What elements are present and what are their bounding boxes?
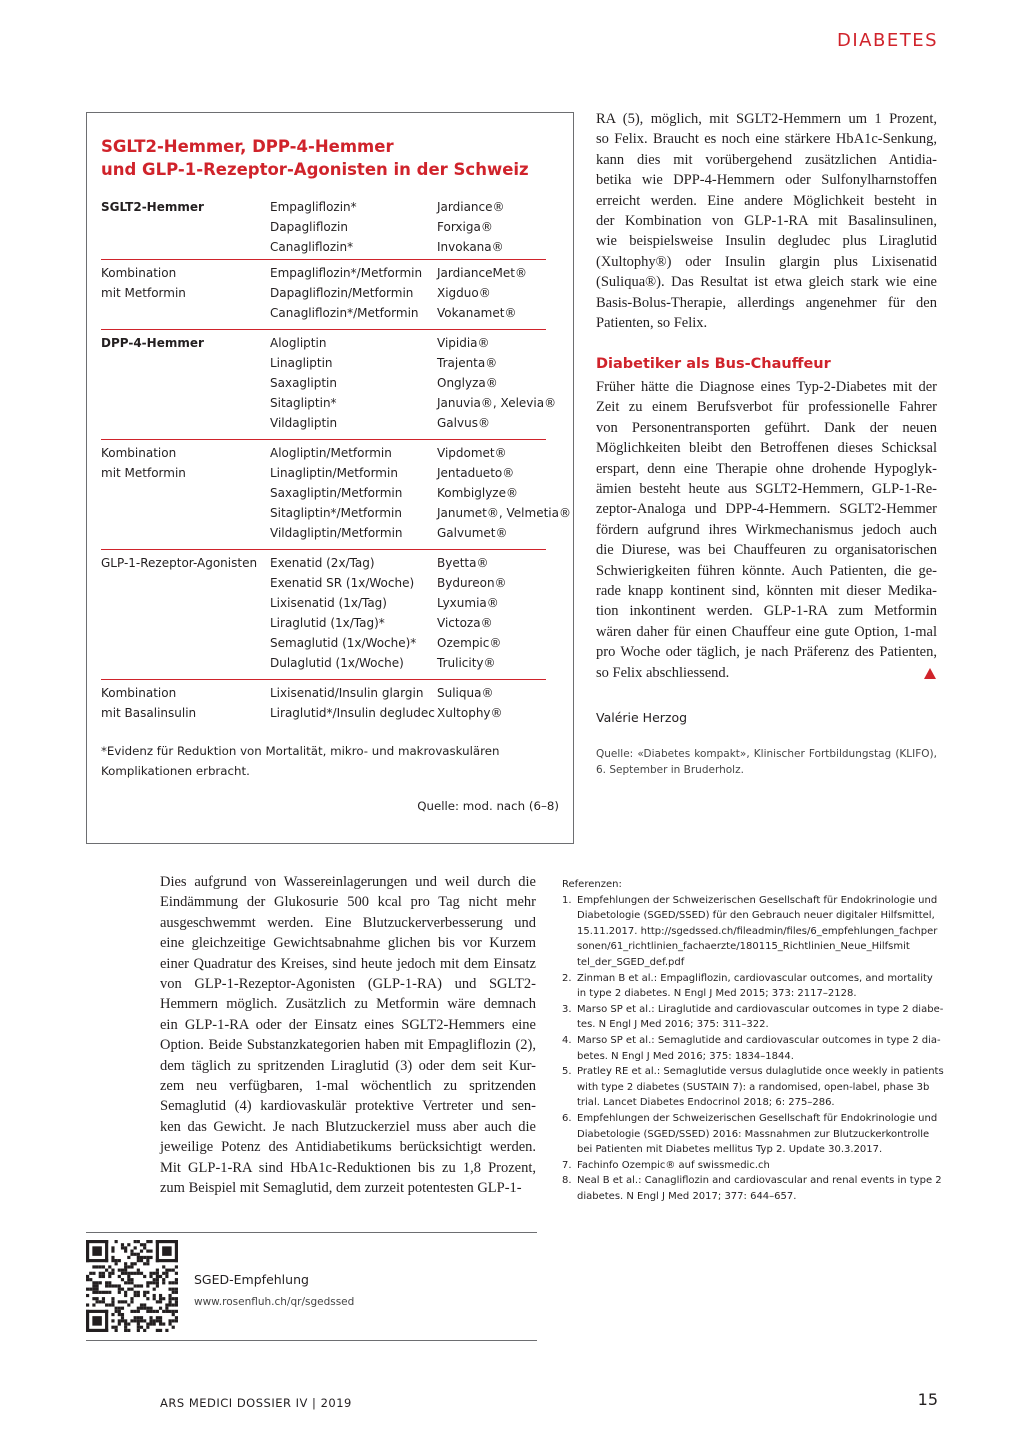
drug-brand: Kombiglyze®	[437, 486, 518, 500]
drug-brand: Victoza®	[437, 616, 493, 630]
reference-text-line: Zinman B et al.: Empagliflozin, cardiovascular outcomes, and mortality	[577, 972, 933, 984]
table-separator	[101, 549, 546, 550]
drug-substance: Linagliptin	[270, 356, 333, 370]
text-line: so Felix. Braucht es noch eine stärkere HbA1c-Senkung,	[596, 131, 937, 148]
drug-brand: Trajenta®	[437, 356, 498, 370]
drug-substance: Semaglutid (1x/Woche)*	[270, 636, 417, 650]
drug-category: GLP-1-Rezeptor-Agonisten	[101, 556, 258, 570]
table-row	[101, 653, 561, 673]
text-line: ämien besteht heute aus SGLT2-Hemmern, GLP-1-Re-	[596, 481, 937, 498]
footer-journal: ARS MEDICI DOSSIER IV | 2019	[160, 1396, 352, 1410]
text-line: Dies aufgrund von Wassereinlagerungen und weil durch die	[160, 874, 536, 890]
drug-category: Kombination	[101, 446, 177, 460]
table-row	[101, 393, 561, 413]
drug-substance: Dapagliflozin	[270, 220, 348, 234]
table-title-line: SGLT2-Hemmer, DPP-4-Hemmer	[101, 137, 394, 156]
reference-text-line: tel_der_SGED_def.pdf	[577, 956, 685, 968]
qr-top-rule	[86, 1232, 537, 1233]
drug-substance: Exenatid (2x/Tag)	[270, 556, 375, 570]
table-row	[101, 373, 561, 393]
table-row	[101, 353, 561, 373]
qr-title: SGED-Empfehlung	[194, 1272, 309, 1287]
reference-item	[562, 1033, 941, 1064]
drug-brand: Onglyza®	[437, 376, 498, 390]
drug-category: DPP-4-Hemmer	[101, 336, 204, 350]
table-row	[101, 573, 561, 593]
article-left-column	[160, 872, 536, 1199]
drug-substance: Alogliptin/Metformin	[270, 446, 392, 460]
reference-item	[562, 1111, 938, 1158]
table-row	[101, 463, 561, 483]
drug-brand: Januvia®, Xelevia®	[437, 396, 557, 410]
table-title-line: und GLP-1-Rezeptor-Agonisten in der Schweiz	[101, 160, 529, 179]
drug-brand: Janumet®, Velmetia®	[437, 506, 571, 520]
text-line: ausgeschwemmt werden. Eine Blutzuckerverbesserung und	[160, 914, 536, 931]
article-right-column-para2	[596, 377, 937, 683]
reference-item	[562, 893, 938, 971]
text-line: pro Woche oder täglich, je nach Präferenz des Patienten,	[596, 644, 937, 661]
drug-substance: Dapagliflozin/Metformin	[270, 286, 414, 300]
table-row	[101, 553, 561, 573]
drug-brand: JardianceMet®	[437, 266, 527, 280]
table-row	[101, 633, 561, 653]
table-footnote	[101, 741, 561, 781]
source-note-line: Quelle: «Diabetes kompakt», Klinischer Fortbildungstag (KLIFO),	[596, 748, 937, 760]
text-line: fördern aufgrund ihres Wirkmechanismus jedoch auch	[596, 521, 937, 538]
text-line: Basis-Bolus-Therapie, allerdings angenehmer für den	[596, 294, 937, 311]
text-line: Zeit zu einem Berufsverbot für professionelle Fahrer	[596, 399, 937, 416]
reference-text-line: 15.11.2017. http://sgedssed.ch/fileadmin/files/6_empfehlungen_fachper	[577, 925, 938, 937]
reference-text-line: Marso SP et al.: Semaglutide and cardiovascular outcomes in type 2 dia-	[577, 1034, 941, 1046]
drug-substance: Empagliflozin*	[270, 200, 357, 214]
table-row	[101, 303, 561, 323]
reference-text-line: in type 2 diabetes. N Engl J Med 2015; 373: 2117–2128.	[577, 988, 857, 1000]
qr-code-icon[interactable]	[86, 1240, 178, 1332]
reference-text-line: betes. N Engl J Med 2016; 375: 1834–1844.	[577, 1050, 794, 1062]
drug-substance: Canagliflozin*/Metformin	[270, 306, 419, 320]
drug-brand: Lyxumia®	[437, 596, 499, 610]
table-title	[101, 135, 561, 181]
text-line: eine gleichzeitige Gewichtsabnahme glichen bis vor Kurzem	[160, 935, 536, 952]
reference-number: 3.	[562, 1003, 572, 1015]
drug-category: SGLT2-Hemmer	[101, 200, 204, 214]
table-row	[101, 503, 571, 523]
table-row	[101, 217, 561, 237]
reference-item	[562, 1173, 942, 1204]
reference-text-line: bei Patienten mit Diabetes mellitus Typ 2. Update 30.3.2017.	[577, 1144, 883, 1156]
table-separator	[101, 679, 546, 680]
text-line: die Diurese, was bei Chauffeuren zu organisatorischen	[596, 542, 937, 559]
table-row	[101, 283, 561, 303]
text-line: kann dies mit vorübergehend zusätzlichen Antidia-	[596, 151, 937, 168]
table-row	[101, 613, 561, 633]
section-label: DIABETES	[837, 30, 938, 51]
drug-substance: Liraglutid (1x/Tag)*	[270, 616, 385, 630]
table-separator	[101, 329, 546, 330]
text-line: Schwierigkeiten führen könnte. Auch Patienten, die ge-	[596, 562, 937, 579]
reference-number: 6.	[562, 1112, 572, 1124]
drug-substance: Vildagliptin	[270, 416, 338, 430]
text-line: erspart, denn eine Therapie ohne drohende Hypoglyk-	[596, 460, 937, 477]
drug-substance: Linagliptin/Metformin	[270, 466, 398, 480]
text-line: einer Quadratur des Kreises, sind heute jedoch mit dem Einsatz	[160, 955, 536, 972]
drug-brand: Vipdomet®	[437, 446, 507, 460]
table-row	[101, 703, 561, 723]
text-line: rade knapp kontinent sind, könnten mit dieser Medika-	[596, 583, 937, 600]
drug-category: mit Metformin	[101, 466, 186, 480]
table-row	[101, 443, 561, 463]
drug-brand: Invokana®	[437, 240, 504, 254]
table-row	[101, 593, 561, 613]
text-line: betika wie DPP-4-Hemmern oder Sulfonylharnstoffen	[596, 172, 937, 189]
drug-category: mit Metformin	[101, 286, 186, 300]
table-row	[101, 263, 561, 283]
drug-brand: Byetta®	[437, 556, 489, 570]
footnote-line: *Evidenz für Reduktion von Mortalität, mikro- und makrovaskulären	[101, 744, 500, 758]
text-line: dem täglich zu spritzenden Liraglutid (3) oder dem seit Kur-	[160, 1057, 536, 1074]
reference-text-line: Diabetologie (SGED/SSED) für den Gebrauch neuer digitaler Hilfsmittel,	[577, 910, 935, 922]
drug-brand: Bydureon®	[437, 576, 507, 590]
drug-brand: Vokanamet®	[437, 306, 517, 320]
drug-brand: Xultophy®	[437, 706, 503, 720]
article-source-note	[596, 746, 937, 778]
drug-substance: Sitagliptin*/Metformin	[270, 506, 402, 520]
drug-brand: Forxiga®	[437, 220, 493, 234]
text-line: zem neu verfügbaren, 1-mal wöchentlich zu spritzenden	[160, 1078, 536, 1095]
drug-substance: Lixisenatid/Insulin glargin	[270, 686, 424, 700]
text-line: wie beispielsweise Insulin degludec plus Liraglutid	[596, 233, 937, 250]
text-line: Patienten, so Felix.	[596, 315, 708, 332]
footnote-line: Komplikationen erbracht.	[101, 764, 250, 778]
table-row	[101, 523, 561, 543]
reference-text-line: Diabetologie (SGED/SSED) 2016: Massnahmen zur Blutzuckerkontrolle	[577, 1128, 930, 1140]
drug-substance: Dulaglutid (1x/Woche)	[270, 656, 404, 670]
drug-brand: Ozempic®	[437, 636, 502, 650]
table-separator	[101, 259, 546, 260]
drug-substance: Empagliflozin*/Metformin	[270, 266, 423, 280]
text-line: wären daher für einen Chauffeur eine gute Option, 1-mal	[596, 623, 937, 640]
reference-text-line: Fachinfo Ozempic® auf swissmedic.ch	[577, 1159, 770, 1171]
text-line: erreicht werden. Eine andere Möglichkeit besteht in	[596, 192, 937, 209]
qr-bottom-rule	[86, 1340, 537, 1341]
references-list	[562, 877, 944, 1204]
reference-text-line: Empfehlungen der Schweizerischen Gesellschaft für Endokrinologie und	[577, 1112, 938, 1124]
drug-brand: Trulicity®	[437, 656, 496, 670]
drug-brand: Galvus®	[437, 416, 490, 430]
text-line: tion inkontinent werden. GLP-1-RA zum Metformin	[596, 603, 937, 620]
drug-substance: Saxagliptin	[270, 376, 337, 390]
drug-substance: Vildagliptin/Metformin	[270, 526, 403, 540]
text-line: Möglichkeiten bleibt den Betroffenen dieses Schicksal	[596, 440, 937, 457]
qr-url-link[interactable]: www.rosenfluh.ch/qr/sgedssed	[194, 1296, 355, 1308]
drug-brand: Xigduo®	[437, 286, 491, 300]
reference-number: 7.	[562, 1159, 572, 1171]
drug-brand: Jentadueto®	[437, 466, 515, 480]
text-line: (Suliqua®). Das Resultat ist etwa gleich stark wie eine	[596, 274, 937, 291]
table-row	[101, 683, 561, 703]
text-line: RA (5), möglich, mit SGLT2-Hemmern um 1 Prozent,	[596, 111, 937, 127]
drug-brand: Jardiance®	[437, 200, 505, 214]
reference-number: 2.	[562, 972, 572, 984]
end-of-article-triangle-icon	[924, 668, 936, 679]
reference-number: 5.	[562, 1066, 572, 1078]
text-line: (Xultophy®) oder Insulin glargin plus Lixisenatid	[596, 253, 937, 270]
text-line: ken das Gewicht. Je nach Blutzuckerziel muss aber auch die	[160, 1118, 536, 1135]
text-line: zum Beispiel mit Semaglutid, dem zurzeit potentesten GLP-1-	[160, 1180, 522, 1197]
text-line: von Personentransporten geführt. Dank der neuen	[596, 419, 937, 436]
article-right-column-para1	[596, 109, 937, 333]
drug-category: Kombination	[101, 686, 177, 700]
reference-item	[562, 1064, 944, 1111]
reference-text-line: tes. N Engl J Med 2016; 375: 311–322.	[577, 1019, 769, 1031]
text-line: jeweilige Potenz des Antidiabetikums berücksichtigt werden.	[160, 1139, 536, 1156]
reference-item	[562, 1158, 938, 1174]
table-row	[101, 333, 561, 353]
text-line: von GLP-1-Rezeptor-Agonisten (GLP-1-RA) und SGLT2-	[160, 976, 536, 993]
text-line: Semaglutid (4) kardiovaskulär protektive Vertreter und sen-	[160, 1098, 536, 1115]
drug-substance: Alogliptin	[270, 336, 327, 350]
table-row	[101, 483, 561, 503]
table-row	[101, 197, 561, 217]
text-line: Eindämmung der Glukosurie 500 kcal pro Tag nicht mehr	[160, 894, 536, 911]
text-line: zeptor-Analoga und DPP-4-Hemmern. SGLT2-Hemmer	[596, 501, 937, 518]
text-line: so Felix abschliessend.	[596, 664, 730, 681]
drug-brand: Vipidia®	[437, 336, 490, 350]
section-heading: Diabetiker als Bus-Chauffeur	[596, 356, 831, 372]
drug-substance: Liraglutid*/Insulin degludec	[270, 706, 435, 720]
reference-number: 1.	[562, 894, 572, 906]
text-line: ein GLP-1-RA oder der Einsatz eines SGLT2-Hemmers eine	[160, 1016, 536, 1033]
table-row	[101, 237, 561, 257]
reference-text-line: with type 2 diabetes (SUSTAIN 7): a randomised, open-label, phase 3b	[577, 1081, 930, 1093]
drug-substance: Sitagliptin*	[270, 396, 337, 410]
reference-text-line: Empfehlungen der Schweizerischen Gesellschaft für Endokrinologie und	[577, 894, 938, 906]
table-source: Quelle: mod. nach (6–8)	[417, 799, 559, 813]
drug-category: Kombination	[101, 266, 177, 280]
table-row	[101, 413, 561, 433]
reference-text-line: Marso SP et al.: Liraglutide and cardiovascular outcomes in type 2 diabe-	[577, 1003, 944, 1015]
text-line: Hemmern möglich. Zusätzlich zu Metformin wäre demnach	[160, 996, 536, 1013]
reference-item	[562, 971, 938, 1002]
reference-text-line: sonen/61_richtlinien_fachaerzte/180115_Richtlinien_Neue_Hilfsmit	[577, 941, 910, 953]
text-line: Mit GLP-1-RA sind HbA1c-Reduktionen bis zu 1,8 Prozent,	[160, 1159, 536, 1176]
drug-brand: Suliqua®	[437, 686, 494, 700]
reference-number: 4.	[562, 1034, 572, 1046]
text-line: der Kombination von GLP-1-RA mit Basalinsulinen,	[596, 213, 937, 230]
drug-category: mit Basalinsulin	[101, 706, 197, 720]
reference-text-line: trial. Lancet Diabetes Endocrinol 2018; 6: 275–286.	[577, 1097, 835, 1109]
drug-substance: Canagliflozin*	[270, 240, 354, 254]
drug-substance: Saxagliptin/Metformin	[270, 486, 403, 500]
text-line: Früher hätte die Diagnose eines Typ-2-Diabetes mit der	[596, 379, 937, 395]
drug-table-box	[86, 112, 574, 844]
drug-substance: Exenatid SR (1x/Woche)	[270, 576, 415, 590]
reference-text-line: Pratley RE et al.: Semaglutide versus dulaglutide once weekly in patients	[577, 1066, 944, 1078]
references-heading: Referenzen:	[562, 879, 622, 890]
drug-substance: Lixisenatid (1x/Tag)	[270, 596, 387, 610]
reference-item	[562, 1002, 944, 1033]
reference-number: 8.	[562, 1175, 572, 1187]
reference-text-line: Neal B et al.: Canagliflozin and cardiovascular and renal events in type 2	[577, 1175, 942, 1187]
source-note-line: 6. September in Bruderholz.	[596, 764, 744, 776]
drug-brand: Galvumet®	[437, 526, 508, 540]
page-number: 15	[917, 1390, 938, 1409]
reference-text-line: diabetes. N Engl J Med 2017; 377: 644–657.	[577, 1190, 797, 1202]
text-line: Option. Beide Substanzkategorien haben mit Empagliflozin (2),	[160, 1037, 536, 1054]
author-name: Valérie Herzog	[596, 710, 688, 725]
table-separator	[101, 439, 546, 440]
